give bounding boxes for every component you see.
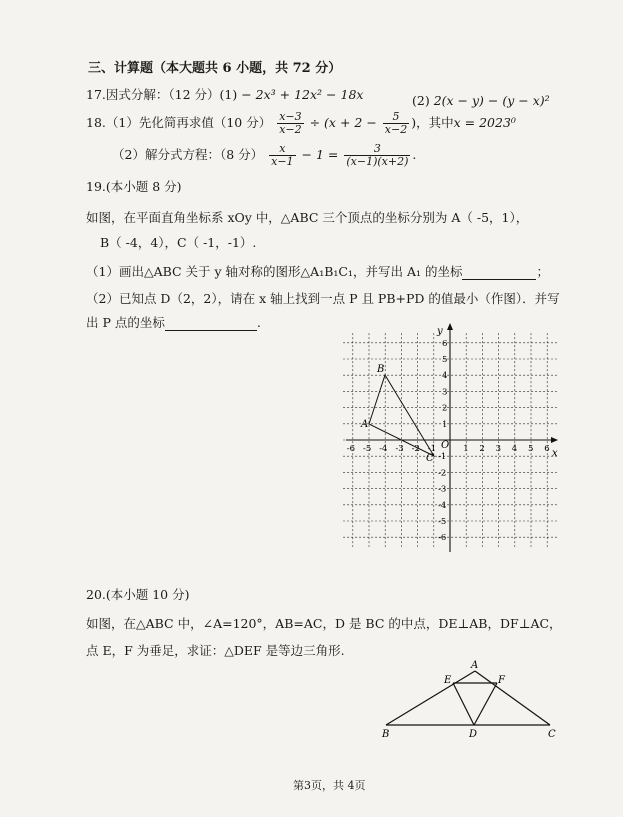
x-axis-label: x <box>552 448 558 459</box>
segment-df <box>474 683 497 725</box>
q20-line1: 如图，在△ABC 中，∠A=120°，AB=AC，D 是 BC 的中点，DE⊥AB，DF⊥AC， <box>86 616 562 631</box>
x-axis-arrow-icon <box>551 437 558 443</box>
x-tick-label: 4 <box>511 444 518 454</box>
q19-line1: 如图，在平面直角坐标系 xOy 中，△ABC 三个顶点的坐标分别为 A（ -5，1）， <box>86 210 529 225</box>
x-tick-label: -2 <box>411 444 420 454</box>
q18-fraction-3: $\frac{x}{x-1}$ <box>271 142 294 168</box>
y-tick-label: -1 <box>438 452 447 463</box>
point-a-label: A <box>361 419 369 430</box>
y-tick-label: 6 <box>442 338 448 349</box>
q19-line5-end: . <box>256 315 261 330</box>
q18-close: )，其中 <box>411 115 454 130</box>
q18-minus-one: − 1 = <box>301 147 339 162</box>
x-tick-label: -5 <box>363 444 372 454</box>
q19-line3-end: ； <box>536 264 549 279</box>
axes <box>346 323 558 552</box>
q18-label: 18.（1）先化简再求值（10 分） <box>86 115 272 130</box>
q18-condition: x = 2023⁰ <box>453 115 516 130</box>
x-tick-label: 1 <box>463 444 469 454</box>
x-tick-label: 5 <box>528 444 534 454</box>
label-f: F <box>498 675 505 686</box>
y-tick-label: -2 <box>438 468 447 479</box>
q18-divide: ÷ (x + 2 − <box>309 115 377 130</box>
q17-p2-label: (2) <box>412 93 434 108</box>
q18-fraction-1: $\frac{x-3}{x-2}$ <box>279 110 302 136</box>
label-b: B <box>382 729 390 740</box>
y-tick-label: -4 <box>438 500 447 511</box>
q18-p2-label: （2）解分式方程：（8 分） <box>112 147 264 162</box>
x-tick-label: -1 <box>427 444 437 454</box>
side-ab <box>386 671 475 725</box>
point-b-label: B <box>377 364 385 375</box>
q20-title: 20.(本小题 10 分) <box>86 587 190 602</box>
q19-line5-text: 出 P 点的坐标 <box>86 315 165 330</box>
y-tick-label: 5 <box>442 355 448 365</box>
answer-blank-p <box>165 316 257 331</box>
segment-de <box>453 683 474 725</box>
y-tick-label: -5 <box>438 517 447 527</box>
y-tick-label: -3 <box>438 484 447 495</box>
label-c: C <box>548 729 556 740</box>
label-e: E <box>444 675 452 686</box>
q17-p2-expr: 2(x − y) − (y − x)² <box>433 93 550 108</box>
side-ac <box>475 671 550 725</box>
q17-points: （12 分） <box>168 87 220 102</box>
q18-fraction-2: $\frac{5}{x-2}$ <box>384 110 408 136</box>
q18-line2 <box>112 142 416 168</box>
triangle-figure <box>378 655 568 745</box>
q17-p1-expr: − 2x³ + 12x² − 18x <box>241 87 364 102</box>
x-tick-label: 6 <box>544 444 550 454</box>
x-tick-label: 3 <box>495 444 502 454</box>
q17-label: 17.因式分解： <box>86 87 169 102</box>
label-d: D <box>469 729 478 740</box>
page-footer: 第3页，共 4页 <box>293 779 366 792</box>
q19-line4: （2）已知点 D（2，2），请在 x 轴上找到一点 P 且 PB+PD 的值最小（作图）．并写 <box>86 291 560 306</box>
y-tick-label: 2 <box>442 403 448 414</box>
y-tick-label: -6 <box>438 533 447 544</box>
q19-line2: B（ -4，4），C（ -1，-1）. <box>100 235 257 250</box>
x-tick-label: -6 <box>346 444 356 454</box>
q18-end: . <box>412 147 417 162</box>
origin-label: O <box>441 440 450 451</box>
label-a: A <box>471 660 479 671</box>
q17-part2 <box>412 93 550 108</box>
point-c-label: C <box>426 453 434 464</box>
q17-p1-label: (1) <box>219 87 242 102</box>
q19-line5 <box>86 313 261 331</box>
q19-title: 19.(本小题 8 分) <box>86 179 182 194</box>
q19-line3 <box>86 262 549 280</box>
y-tick-label: 1 <box>442 419 448 430</box>
x-tick-label: -3 <box>395 444 404 454</box>
coordinate-grid-figure <box>340 318 565 558</box>
y-tick-label: 4 <box>442 371 448 382</box>
q18-line1 <box>86 110 516 136</box>
q20-line2: 点 E，F 为垂足，求证：△DEF 是等边三角形. <box>86 643 345 658</box>
x-tick-label: 2 <box>479 444 485 454</box>
section-title: 三、计算题（本大题共 6 小题，共 72 分） <box>88 61 342 76</box>
y-tick-label: 3 <box>442 387 448 398</box>
y-axis-label: y <box>437 326 443 337</box>
y-axis-arrow-icon <box>447 323 453 330</box>
answer-blank-a1 <box>462 265 536 280</box>
q19-line3-text: （1）画出△ABC 关于 y 轴对称的图形△A₁B₁C₁，并写出 A₁ 的坐标 <box>86 264 463 279</box>
x-tick-label: -4 <box>379 444 388 454</box>
q18-fraction-4: $\frac{3}{(x-1)(x+2)}$ <box>346 142 409 168</box>
q17-line <box>86 85 363 103</box>
